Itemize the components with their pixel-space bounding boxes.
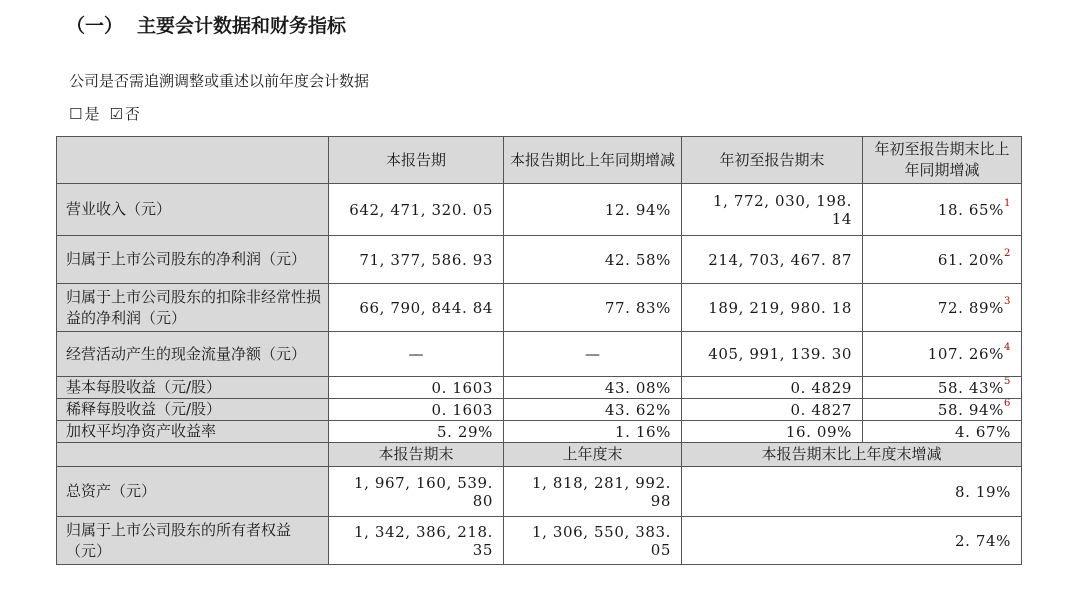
col-header-ytd: 年初至报告期末: [682, 137, 863, 184]
cell-value: 2. 74%: [682, 517, 1022, 565]
cell-value: 1, 818, 281, 992. 98: [504, 467, 682, 517]
row-label: 归属于上市公司股东的所有者权益（元）: [57, 517, 329, 565]
cell-value-with-footnote: [863, 332, 1022, 377]
cell-value: 1, 306, 550, 383. 05: [504, 517, 682, 565]
header-row: [57, 137, 1022, 184]
footnote-marker: 3: [1004, 295, 1011, 307]
cell-value: 61. 20%: [937, 250, 1005, 269]
row-label: 营业收入（元）: [57, 184, 329, 236]
cell-value-with-footnote: [863, 184, 1022, 236]
cell-value: 642, 471, 320. 05: [329, 184, 504, 236]
cell-value: 72. 89%: [937, 298, 1005, 317]
restatement-question: 公司是否需追溯调整或重述以前年度会计数据: [69, 72, 370, 90]
row-label: 稀释每股收益（元/股）: [57, 399, 329, 421]
choice-yes-label: 是: [84, 105, 100, 123]
row-label: 归属于上市公司股东的净利润（元）: [57, 236, 329, 284]
row-label: 总资产（元）: [57, 467, 329, 517]
section-title: 主要会计数据和财务指标: [137, 15, 347, 37]
cell-value: 0. 4829: [682, 377, 863, 399]
cell-value-with-footnote: [863, 284, 1022, 332]
col-header-current-change: 本报告期比上年同期增减: [504, 137, 682, 184]
col-header-ytd-change: 年初至报告期末比上年同期增减: [863, 137, 1022, 184]
checkbox-no: ☑: [109, 105, 123, 123]
cell-value: 107. 26%: [927, 345, 1005, 363]
row-label: 基本每股收益（元/股）: [57, 377, 329, 399]
restatement-choices: [69, 103, 150, 124]
table-row: [57, 184, 1022, 236]
cell-value-with-footnote: [863, 236, 1022, 284]
col-header-period-end-change: 本报告期末比上年度末增减: [682, 443, 1022, 467]
cell-value: 77. 83%: [504, 284, 682, 332]
table-row: [57, 332, 1022, 377]
cell-value: 1. 16%: [504, 421, 682, 443]
cell-value: —: [504, 332, 682, 377]
table-row: [57, 377, 1022, 399]
cell-value: 4. 67%: [863, 421, 1022, 443]
col-header-prior-year-end: 上年度末: [504, 443, 682, 467]
cell-value: 18. 65%: [937, 200, 1005, 219]
cell-value: 0. 4827: [682, 399, 863, 421]
footnote-marker: 2: [1004, 247, 1011, 259]
cell-value: 12. 94%: [504, 184, 682, 236]
cell-value: 405, 991, 139. 30: [682, 332, 863, 377]
row-label: 归属于上市公司股东的扣除非经常性损益的净利润（元）: [57, 284, 329, 332]
cell-value: 66, 790, 844. 84: [329, 284, 504, 332]
financial-data-table: [56, 136, 1022, 565]
header-row-balance: [57, 443, 1022, 467]
cell-value: 0. 1603: [329, 399, 504, 421]
cell-value: 1, 967, 160, 539. 80: [329, 467, 504, 517]
checkbox-yes: ☐: [69, 105, 83, 123]
table-row: [57, 421, 1022, 443]
cell-value: 0. 1603: [329, 377, 504, 399]
cell-value: —: [329, 332, 504, 377]
table-row: [57, 517, 1022, 565]
col-header-period-end: 本报告期末: [329, 443, 504, 467]
cell-value: 214, 703, 467. 87: [682, 236, 863, 284]
cell-value-with-footnote: [863, 377, 1022, 399]
footnote-marker: 1: [1004, 197, 1011, 209]
footnote-marker: 6: [1004, 398, 1011, 409]
table-row: [57, 284, 1022, 332]
cell-value: 1, 772, 030, 198. 14: [682, 184, 863, 236]
row-label: 加权平均净资产收益率: [57, 421, 329, 443]
cell-value: 42. 58%: [504, 236, 682, 284]
header-corner: [57, 137, 329, 184]
footnote-marker: 4: [1004, 342, 1011, 353]
cell-value: 71, 377, 586. 93: [329, 236, 504, 284]
cell-value: 58. 43%: [937, 378, 1005, 397]
section-number: （一）: [66, 15, 124, 37]
cell-value: 5. 29%: [329, 421, 504, 443]
col-header-current-period: 本报告期: [329, 137, 504, 184]
cell-value: 8. 19%: [682, 467, 1022, 517]
cell-value: 43. 62%: [504, 399, 682, 421]
table-row: [57, 236, 1022, 284]
cell-value: 43. 08%: [504, 377, 682, 399]
table-row: [57, 467, 1022, 517]
footnote-marker: 5: [1004, 376, 1011, 387]
row-label: 经营活动产生的现金流量净额（元）: [57, 332, 329, 377]
cell-value: 189, 219, 980. 18: [682, 284, 863, 332]
cell-value: 1, 342, 386, 218. 35: [329, 517, 504, 565]
section-heading: [66, 11, 346, 38]
choice-no-label: 否: [124, 105, 140, 123]
cell-value: 58. 94%: [937, 400, 1005, 419]
cell-value: 16. 09%: [682, 421, 863, 443]
header-corner: [57, 443, 329, 467]
table-row: [57, 399, 1022, 421]
cell-value-with-footnote: [863, 399, 1022, 421]
